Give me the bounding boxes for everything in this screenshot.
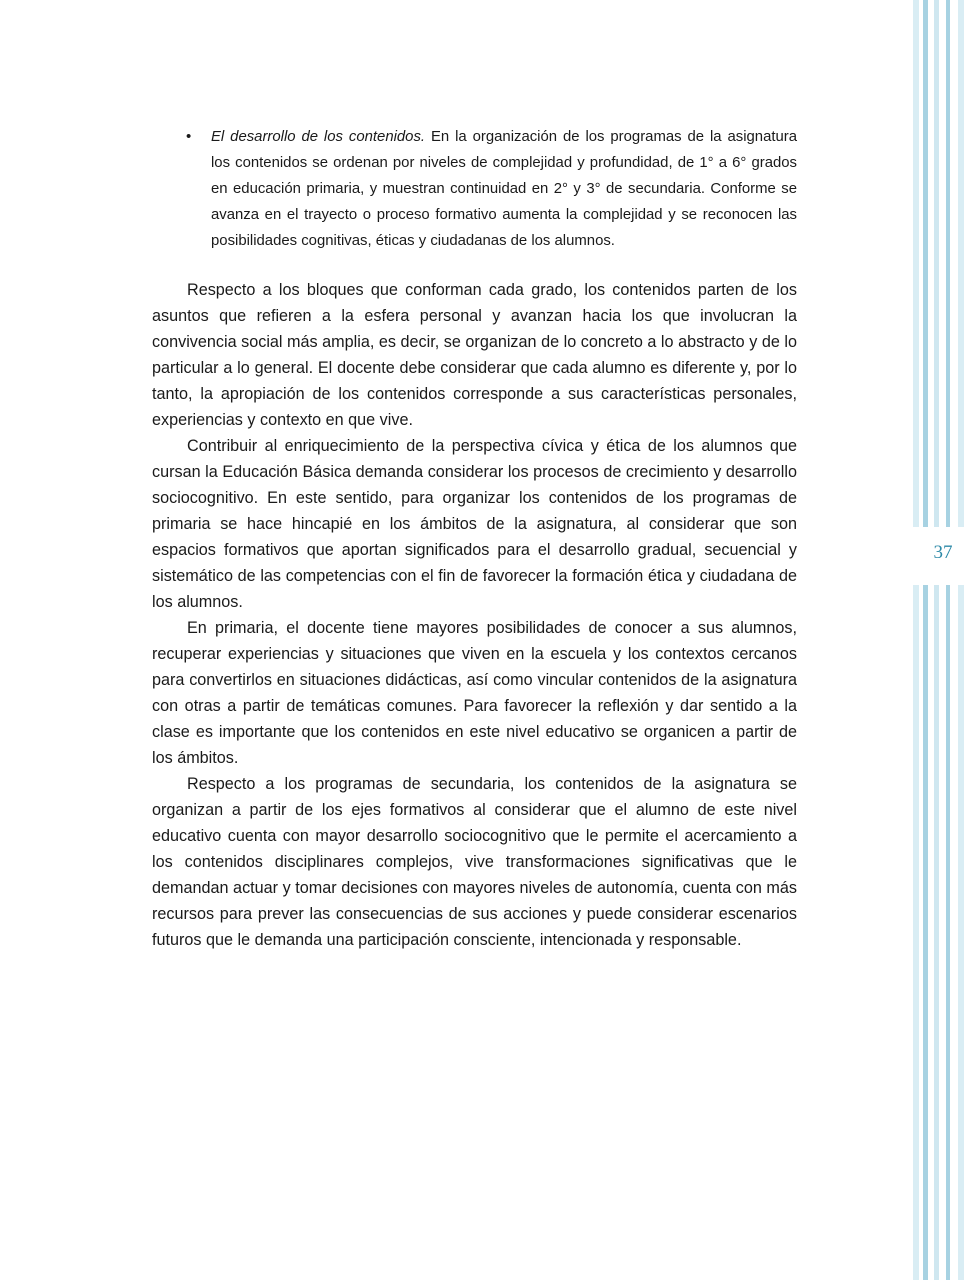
stripe: [946, 0, 950, 1280]
page-number: 37: [933, 542, 953, 563]
paragraph: Respecto a los bloques que conforman cada grado, los contenidos parten de los asuntos que refieren a la esfera personal y avanzan hacia los que involucran la convivencia social más amplia, es decir, se organizan de lo concreto a lo abstracto y de lo particular a lo general. El docente debe considerar que cada alumno es diferente y, por lo tanto, la apropiación de los contenidos corresponde a sus características personales, experiencias y contexto en que vive.: [152, 281, 797, 429]
bullet-dot-icon: •: [186, 128, 192, 145]
decorative-stripes: [913, 0, 972, 1280]
stripe: [934, 0, 939, 1280]
stripe: [923, 0, 928, 1280]
bullet-text: En la organización de los programas de la asignatura los contenidos se ordenan por niveles de complejidad y profundidad, de 1° a 6° grados en educación primaria, y muestran continuidad en 2° y 3° de secundaria. Conforme se avanza en el trayecto o proceso formativo aumenta la complejidad y se reconocen las posibilidades cognitivas, éticas y ciudadanas de los alumnos.: [211, 129, 798, 249]
page-body: [152, 124, 797, 953]
stripe: [958, 0, 964, 1280]
bullet-item: [186, 124, 798, 254]
paragraph: Respecto a los programas de secundaria, los contenidos de la asignatura se organizan a partir de los ejes formativos al considerar que el alumno de este nivel educativo cuenta con mayor desarrollo sociocognitivo que le permite el acercamiento a los contenidos disciplinares complejos, vive transformaciones significativas que le demandan actuar y tomar decisiones con mayores niveles de autonomía, cuenta con más recursos para prever las consecuencias de sus acciones y puede considerar escenarios futuros que le demanda una participación consciente, intencionada y responsable.: [152, 775, 797, 949]
paragraph: Contribuir al enriquecimiento de la perspectiva cívica y ética de los alumnos que cursan la Educación Básica demanda considerar los procesos de crecimiento y desarrollo sociocognitivo. En este sentido, para organizar los contenidos de los programas de primaria se hace hincapié en los ámbitos de la asignatura, al considerar que son espacios formativos que aportan significados para el desarrollo gradual, secuencial y sistemático de las competencias con el fin de favorecer la formación ética y ciudadana de los alumnos.: [152, 437, 797, 611]
stripe: [913, 0, 919, 1280]
paragraph: En primaria, el docente tiene mayores posibilidades de conocer a sus alumnos, recuperar experiencias y situaciones que viven en la escuela y los contextos cercanos para convertirlos en situaciones didácticas, así como vincular contenidos de la asignatura con otras a partir de temáticas comunes. Para favorecer la reflexión y dar sentido a la clase es importante que los contenidos en este nivel educativo se organicen a partir de los ámbitos.: [152, 619, 797, 767]
bullet-lead: El desarrollo de los contenidos.: [211, 129, 426, 145]
